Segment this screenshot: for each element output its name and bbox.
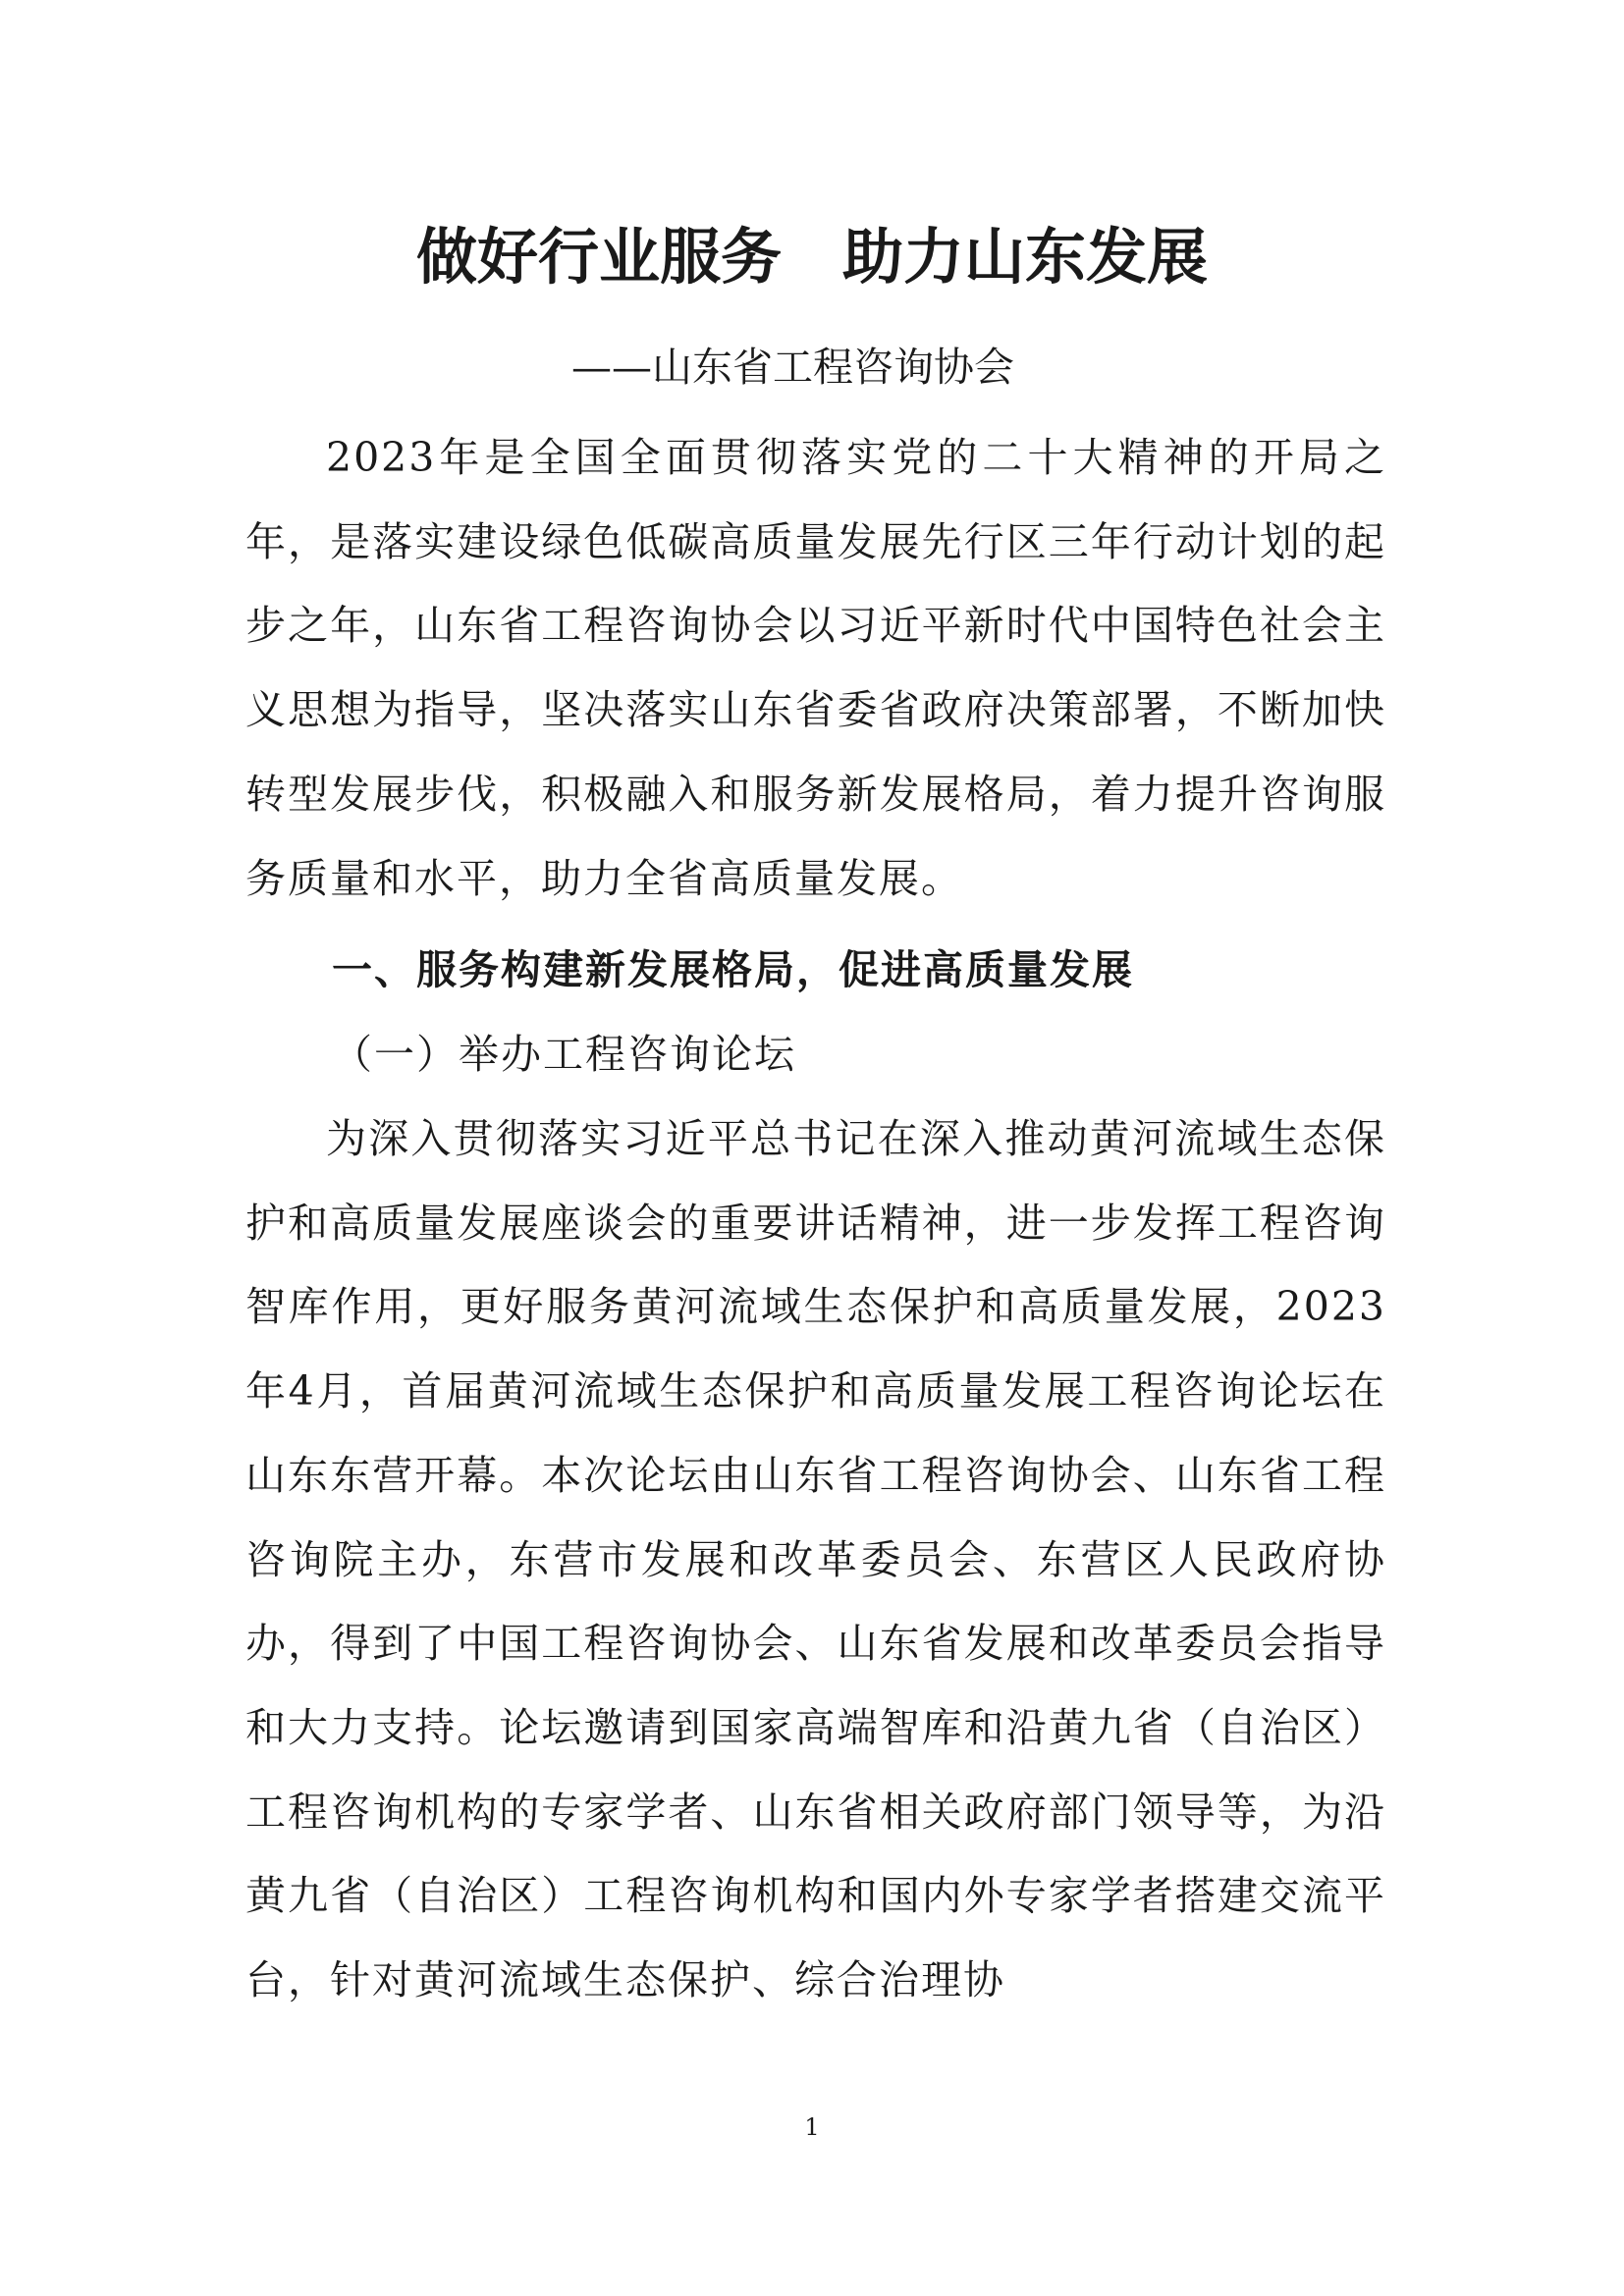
page-number: 1	[804, 2113, 820, 2141]
intro-paragraph: 2023年是全国全面贯彻落实党的二十大精神的开局之年，是落实建设绿色低碳高质量发展先行区三年行动计划的起步之年，山东省工程咨询协会以习近平新时代中国特色社会主义思想为指导，坚决落实山东省委省政府决策部署，不断加快转型发展步伐，积极融入和服务新发展格局，着力提升咨询服务质量和水平，助力全省高质量发展。	[245, 434, 1386, 902]
section-heading: 一、服务构建新发展格局，促进高质量发展	[332, 946, 1134, 993]
document-title: 做好行业服务 助力山东发展	[415, 221, 1208, 293]
subsection-heading: （一）举办工程咨询论坛	[332, 1031, 796, 1078]
subsection-paragraph: 为深入贯彻落实习近平总书记在深入推动黄河流域生态保护和高质量发展座谈会的重要讲话精神，进一步发挥工程咨询智库作用，更好服务黄河流域生态保护和高质量发展，2023年4月，首届黄河流域生态保护和高质量发展工程咨询论坛在山东东营开幕。本次论坛由山东省工程咨询协会、山东省工程咨询院主办，东营市发展和改革委员会、东营区人民政府协办，得到了中国工程咨询协会、山东省发展和改革委员会指导和大力支持。论坛邀请到国家高端智库和沿黄九省（自治区）工程咨询机构的专家学者、山东省相关政府部门领导等，为沿黄九省（自治区）工程咨询机构和国内外专家学者搭建交流平台，针对黄河流域生态保护、综合治理协	[245, 1115, 1386, 2004]
document-subtitle: ——山东省工程咨询协会	[571, 344, 1014, 391]
